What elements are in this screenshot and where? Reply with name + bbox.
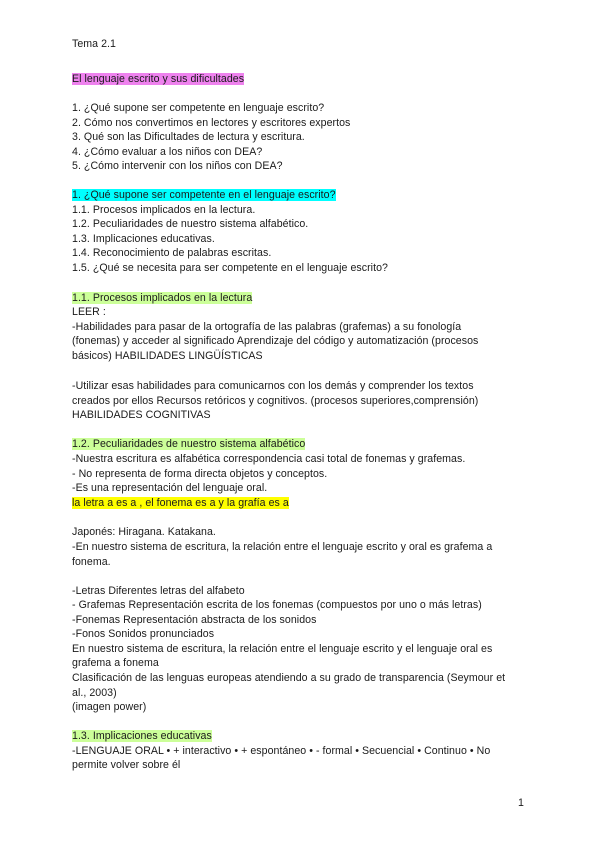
index-item: 5. ¿Cómo intervenir con los niños con DEA? (72, 160, 283, 172)
paragraph-line: (fonemas) y acceder al significado Aprendizaje del código y automatización (procesos (72, 335, 479, 347)
paragraph-line: -Fonemas Representación abstracta de los sonidos (72, 614, 317, 626)
paragraph-line: Japonés: Hiragana. Katakana. (72, 526, 216, 538)
paragraph-line: Clasificación de las lenguas europeas atendiendo a su grado de transparencia (Seymour et (72, 672, 506, 684)
highlighted-note (72, 496, 289, 511)
paragraph-line: HABILIDADES COGNITIVAS (72, 409, 211, 421)
paragraph-line: -Habilidades para pasar de la ortografía de las palabras (grafemas) a su fonología (72, 321, 462, 333)
paragraph-line: En nuestro sistema de escritura, la relación entre el lenguaje escrito y el lenguaje oral es (72, 643, 493, 655)
paragraph-line: básicos) HABILIDADES LINGÜÍSTICAS (72, 350, 263, 362)
paragraph-line: -Utilizar esas habilidades para comunicarnos con los demás y comprender los textos (72, 380, 474, 392)
page-number: 1 (518, 797, 524, 809)
index-item: 4. ¿Cómo evaluar a los niños con DEA? (72, 146, 263, 158)
document-title (72, 72, 244, 87)
section1-heading-text: 1. ¿Qué supone ser competente en el lenguaje escrito? (72, 189, 336, 201)
section1-heading (72, 188, 336, 203)
paragraph-line: -Fonos Sonidos pronunciados (72, 628, 215, 640)
header-title: Tema 2.1 (72, 38, 116, 50)
section1-item: 1.3. Implicaciones educativas. (72, 233, 215, 245)
index-item: 3. Qué son las Dificultades de lectura y escritura. (72, 131, 305, 143)
paragraph-line: grafema a fonema (72, 657, 159, 669)
section1-item: 1.1. Procesos implicados en la lectura. (72, 204, 256, 216)
paragraph-line: permite volver sobre él (72, 759, 181, 771)
paragraph-line: -Es una representación del lenguaje oral. (72, 482, 268, 494)
document-title-text: El lenguaje escrito y sus dificultades (72, 73, 245, 85)
paragraph-line: - No representa de forma directa objetos y conceptos. (72, 468, 328, 480)
section12-heading (72, 437, 305, 452)
paragraph-line: fonema. (72, 556, 111, 568)
section1-item: 1.5. ¿Qué se necesita para ser competente en el lenguaje escrito? (72, 262, 388, 274)
section12-heading-text: 1.2. Peculiaridades de nuestro sistema alfabético (72, 438, 306, 450)
section13-heading-text: 1.3. Implicaciones educativas (72, 730, 212, 742)
paragraph-line: -LENGUAJE ORAL • + interactivo • + espontáneo • - formal • Secuencial • Continuo • No (72, 745, 491, 757)
paragraph-line: (imagen power) (72, 701, 147, 713)
paragraph-line: -En nuestro sistema de escritura, la relación entre el lenguaje escrito y oral es grafema a (72, 541, 493, 553)
section13-heading (72, 729, 212, 744)
index-item: 1. ¿Qué supone ser competente en lenguaje escrito? (72, 102, 325, 114)
section11-heading (72, 291, 252, 306)
section11-heading-text: 1.1. Procesos implicados en la lectura (72, 292, 253, 304)
highlighted-note-text: la letra a es a , el fonema es a y la grafía es a (72, 497, 289, 509)
section1-item: 1.2. Peculiaridades de nuestro sistema alfabético. (72, 218, 309, 230)
index-item: 2. Cómo nos convertimos en lectores y escritores expertos (72, 117, 351, 129)
section1-item: 1.4. Reconocimiento de palabras escritas. (72, 247, 272, 259)
paragraph-line: al., 2003) (72, 687, 117, 699)
paragraph-line: -Letras Diferentes letras del alfabeto (72, 585, 245, 597)
paragraph-line: LEER : (72, 306, 106, 318)
paragraph-line: - Grafemas Representación escrita de los fonemas (compuestos por uno o más letras) (72, 599, 482, 611)
paragraph-line: creados por ellos Recursos retóricos y cognitivos. (procesos superiores,comprensión) (72, 395, 479, 407)
paragraph-line: -Nuestra escritura es alfabética correspondencia casi total de fonemas y grafemas. (72, 453, 466, 465)
